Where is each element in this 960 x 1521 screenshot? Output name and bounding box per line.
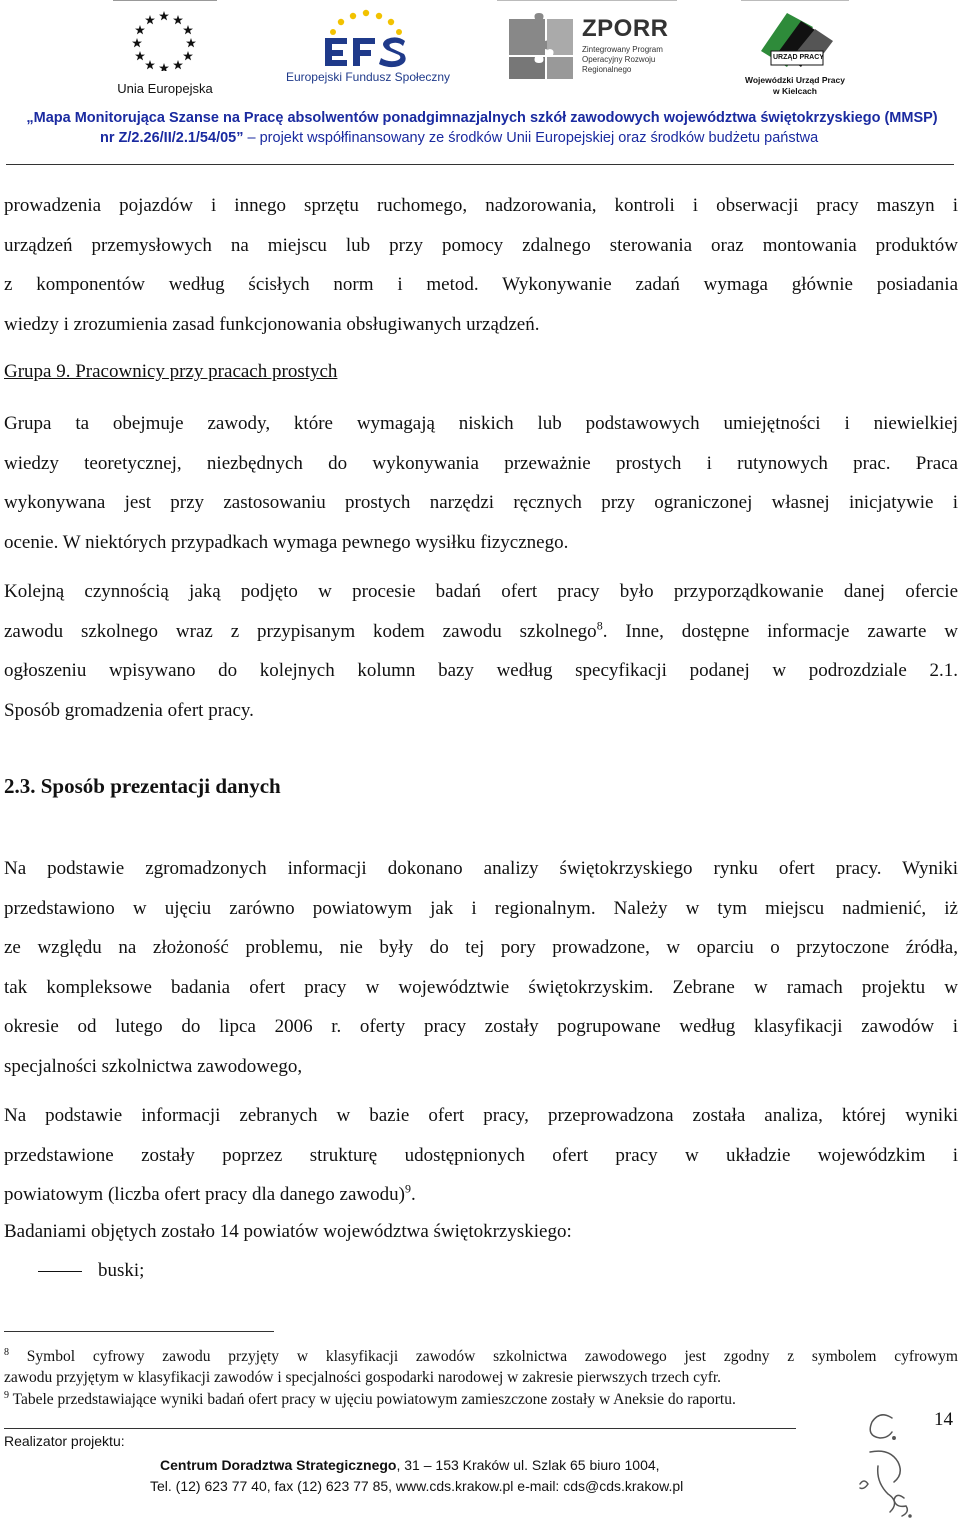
paragraph-2 bbox=[4, 404, 958, 562]
efs-logo-icon bbox=[311, 8, 421, 70]
footnote-ref-9: 9 bbox=[404, 1181, 411, 1196]
header-divider bbox=[6, 164, 954, 165]
page-number: 14 bbox=[934, 1409, 953, 1430]
paragraph-line: wiedzy teoretycznej, niezbędnych do wykonywania przeważnie prostych i rutynowych prac. Praca bbox=[4, 452, 958, 474]
paragraph-6: Badaniami objętych zostało 14 powiatów województwa świętokrzyskiego: bbox=[4, 1221, 572, 1242]
footnote-number: 8 bbox=[4, 1346, 9, 1358]
paragraph-text: . bbox=[410, 1184, 416, 1205]
paragraph-line: przedstawiono w ujęciu zarówno powiatowym jak i regionalnym. Należy w tym miejscu nadmienić, iż bbox=[4, 897, 958, 919]
paragraph-line: ze względu na złożoność problemu, nie były do tej pory prowadzone, w oparciu o przytoczone źródła, bbox=[4, 937, 958, 958]
paragraph-3 bbox=[4, 572, 958, 730]
eu-flag-icon bbox=[131, 9, 197, 71]
project-cofinancing: – projekt współfinansowany ze środków Unii Europejskiej oraz środków budżetu państwa bbox=[243, 130, 819, 146]
footnote-line bbox=[4, 1389, 958, 1410]
footnote-divider bbox=[4, 1331, 274, 1332]
paragraph-4 bbox=[4, 849, 958, 1086]
paragraph-line bbox=[4, 1175, 958, 1215]
footer-address-text: , 31 – 153 Kraków ul. Szlak 65 biuro 1004, bbox=[396, 1457, 660, 1473]
footnote-number: 9 bbox=[4, 1389, 9, 1401]
efs-label: Europejski Fundusz Społeczny bbox=[285, 70, 451, 84]
paragraph-text: powiatowym (liczba ofert pracy dla danego zawodu) bbox=[4, 1184, 405, 1205]
project-title-line: „Mapa Monitorująca Szanse na Pracę absolwentów ponadgimnazjalnych szkół zawodowych województwa świętokrzyskiego (MMSP) bbox=[26, 110, 938, 126]
footer-address bbox=[160, 1457, 660, 1473]
paragraph-line: ocenie. W niektórych przypadkach wymaga pewnego wysiłku fizycznego. bbox=[4, 531, 569, 553]
footer-divider bbox=[4, 1428, 796, 1429]
paragraph-line: Sposób gromadzenia ofert pracy. bbox=[4, 699, 254, 721]
footnote-line bbox=[4, 1346, 958, 1367]
footnote-9 bbox=[4, 1389, 958, 1410]
list-item-text: buski; bbox=[98, 1260, 145, 1281]
paragraph-line: okresie od lutego do lipca 2006 r. oferty pracy zostały pogrupowane według klasyfikacji zawodów i bbox=[4, 1016, 958, 1037]
paragraph-text: zawodu szkolnego wraz z przypisanym kodem zawodu szkolnego bbox=[4, 620, 597, 642]
zporr-title: ZPORR bbox=[582, 15, 669, 42]
paragraph-1 bbox=[4, 186, 958, 344]
group-9-heading bbox=[4, 361, 337, 383]
handwritten-signature-icon bbox=[850, 1408, 930, 1520]
footnote-8 bbox=[4, 1346, 958, 1388]
puzzle-icon bbox=[505, 11, 577, 81]
eu-label: Unia Europejska bbox=[117, 81, 213, 96]
urzad-pracy-logo bbox=[741, 0, 849, 101]
group-9-heading-text: Grupa 9. Pracownicy przy pracach prostych bbox=[4, 361, 338, 382]
paragraph-line: Grupa ta obejmuje zawody, które wymagają niskich lub podstawowych umiejętności i niewielkiej bbox=[4, 413, 958, 434]
paragraph-line: z komponentów według ścisłych norm i metod. Wykonywanie zadań wymaga głównie posiadania bbox=[4, 274, 958, 295]
paragraph-line: przedstawione zostały poprzez strukturę udostępnionych ofert pracy w układzie wojewódzkim i bbox=[4, 1144, 958, 1166]
paragraph-text: . Inne, dostępne informacje zawarte w bbox=[602, 620, 958, 642]
footnote-text: Symbol cyfrowy zawodu przyjęty w klasyfikacji zawodów szkolnictwa zawodowego jest zgodny z symbolem cyfrowym bbox=[9, 1348, 958, 1365]
paragraph-5 bbox=[4, 1096, 958, 1215]
project-number: nr Z/2.26/II/2.1/54/05” bbox=[100, 130, 244, 146]
paragraph-line: Kolejną czynnością jaką podjęto w procesie badań ofert pracy było przyporządkowanie danej ofercie bbox=[4, 581, 958, 602]
paragraph-line: wykonywana jest przy zastosowaniu prostych narzędzi ręcznych przy ograniczonej własnej inicjatywie i bbox=[4, 492, 958, 513]
footer-org-name: Centrum Doradztwa Strategicznego bbox=[160, 1457, 397, 1473]
paragraph-line: prowadzenia pojazdów i innego sprzętu ruchomego, nadzorowania, kontroli i obserwacji pracy maszyn i bbox=[4, 195, 958, 216]
paragraph-line: Na podstawie zgromadzonych informacji dokonano analizy świętokrzyskiego rynku ofert pracy. Wyniki bbox=[4, 858, 958, 879]
footnote-text: Tabele przedstawiające wyniki badań ofert pracy w ujęciu powiatowym zamieszczone zostały w Aneksie do raportu. bbox=[9, 1391, 736, 1408]
list-item bbox=[38, 1260, 144, 1282]
footer-contact: Tel. (12) 623 77 40, fax (12) 623 77 85, www.cds.krakow.pl e-mail: cds@cds.krakow.pl bbox=[150, 1478, 684, 1494]
zporr-logo bbox=[497, 0, 677, 101]
paragraph-line: urządzeń przemysłowych na miejscu lub przy pomocy zdalnego sterowania oraz montowania produktów bbox=[4, 234, 958, 256]
footnote-line: zawodu przyjętym w klasyfikacji zawodów i specjalności gospodarki narodowej w zakresie pierwszych trzech cyfr. bbox=[4, 1369, 722, 1386]
zporr-subtitle: Zintegrowany Program Operacyjny Rozwoju Regionalnego bbox=[582, 45, 663, 74]
project-number-line bbox=[100, 130, 818, 146]
paragraph-line: ogłoszeniu wpisywano do kolejnych kolumn bazy według specyfikacji podanej w podrozdziale 2.1. bbox=[4, 660, 958, 681]
paragraph-line: wiedzy i zrozumienia zasad funkcjonowania obsługiwanych urządzeń. bbox=[4, 313, 540, 335]
footnote-ref-8: 8 bbox=[596, 618, 603, 633]
urzad-pracy-label: Wojewódzki Urząd Pracy w Kielcach bbox=[745, 75, 845, 96]
paragraph-line bbox=[4, 612, 958, 652]
section-heading: 2.3. Sposób prezentacji danych bbox=[4, 774, 281, 798]
eu-logo bbox=[113, 0, 217, 101]
urzad-pracy-sign: URZĄD PRACY bbox=[773, 54, 824, 61]
paragraph-line: Na podstawie informacji zebranych w bazie ofert pracy, przeprowadzona została analiza, której wyniki bbox=[4, 1105, 958, 1126]
dash-bullet-icon bbox=[38, 1271, 82, 1272]
efs-logo bbox=[283, 0, 453, 100]
paragraph-line: tak kompleksowe badania ofert pracy w województwie świętokrzyskim. Zebrane w ramach projektu w bbox=[4, 976, 958, 998]
footer-label: Realizator projektu: bbox=[4, 1433, 125, 1449]
paragraph-line: specjalności szkolnictwa zawodowego, bbox=[4, 1055, 303, 1077]
